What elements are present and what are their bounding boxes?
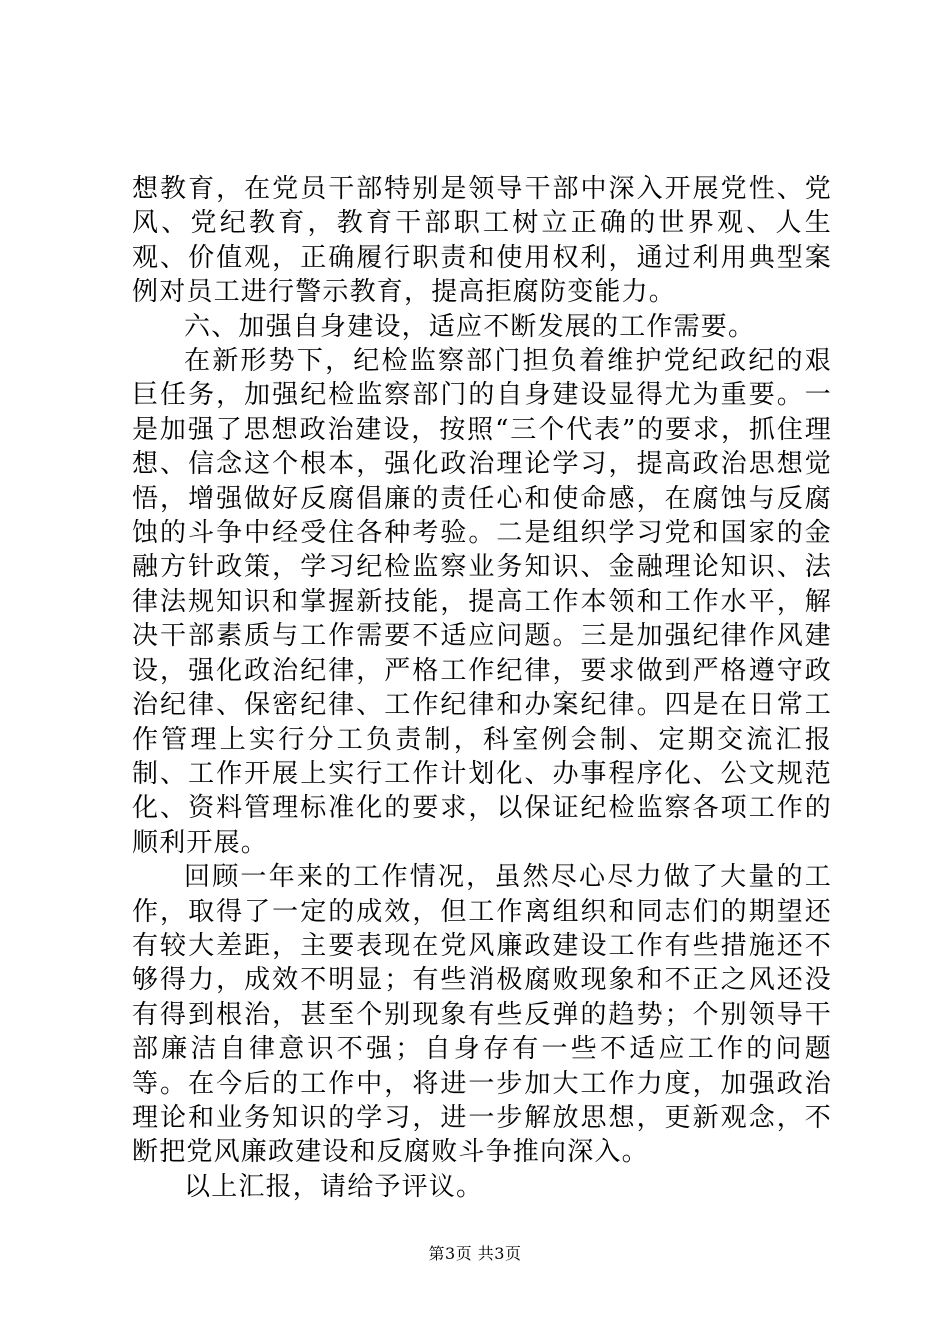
paragraph-review: 回顾一年来的工作情况，虽然尽心尽力做了大量的工作，取得了一定的成效，但工作离组织和同志们的期望还有较大差距，主要表现在党风廉政建设工作有些措施还不够得力，成效不明显；有些消极腐败现象和不正之风还没有得到根治，甚至个别现象有些反弹的趋势；个别领导干部廉洁自律意识不强；自身存有一些不适应工作的问题等。在今后的工作中，将进一步加大工作力度，加强政治理论和业务知识的学习，进一步解放思想，更新观念，不断把党风廉政建设和反腐败斗争推向深入。 [132,862,832,1168]
paragraph-closing: 以上汇报，请给予评议。 [184,1171,484,1202]
paragraph-continuation: 想教育，在党员干部特别是领导干部中深入开展党性、党风、党纪教育，教育干部职工树立正确的世界观、人生观、价值观，正确履行职责和使用权利，通过利用典型案例对员工进行警示教育，提高拒腐防变能力。 [132,174,832,308]
page-footer: 第3页 共3页 [428,1244,522,1263]
section-heading: 六、加强自身建设，适应不断发展的工作需要。 [184,311,756,342]
paragraph-self-construction: 在新形势下，纪检监察部门担负着维护党纪政纪的艰巨任务，加强纪检监察部门的自身建设显得尤为重要。一是加强了思想政治建设，按照“三个代表”的要求，抓住理想、信念这个根本，强化政治理论学习，提高政治思想觉悟，增强做好反腐倡廉的责任心和使命感，在腐蚀与反腐蚀的斗争中经受住各种考验。二是组织学习党和国家的金融方针政策，学习纪检监察业务知识、金融理论知识、法律法规知识和掌握新技能，提高工作本领和工作水平，解决干部素质与工作需要不适应问题。三是加强纪律作风建设，强化政治纪律，严格工作纪律，要求做到严格遵守政治纪律、保密纪律、工作纪律和办案纪律。四是在日常工作管理上实行分工负责制，科室例会制、定期交流汇报制、工作开展上实行工作计划化、办事程序化、公文规范化、资料管理标准化的要求，以保证纪检监察各项工作的顺利开展。 [132,346,832,858]
document-body [132,172,832,1204]
